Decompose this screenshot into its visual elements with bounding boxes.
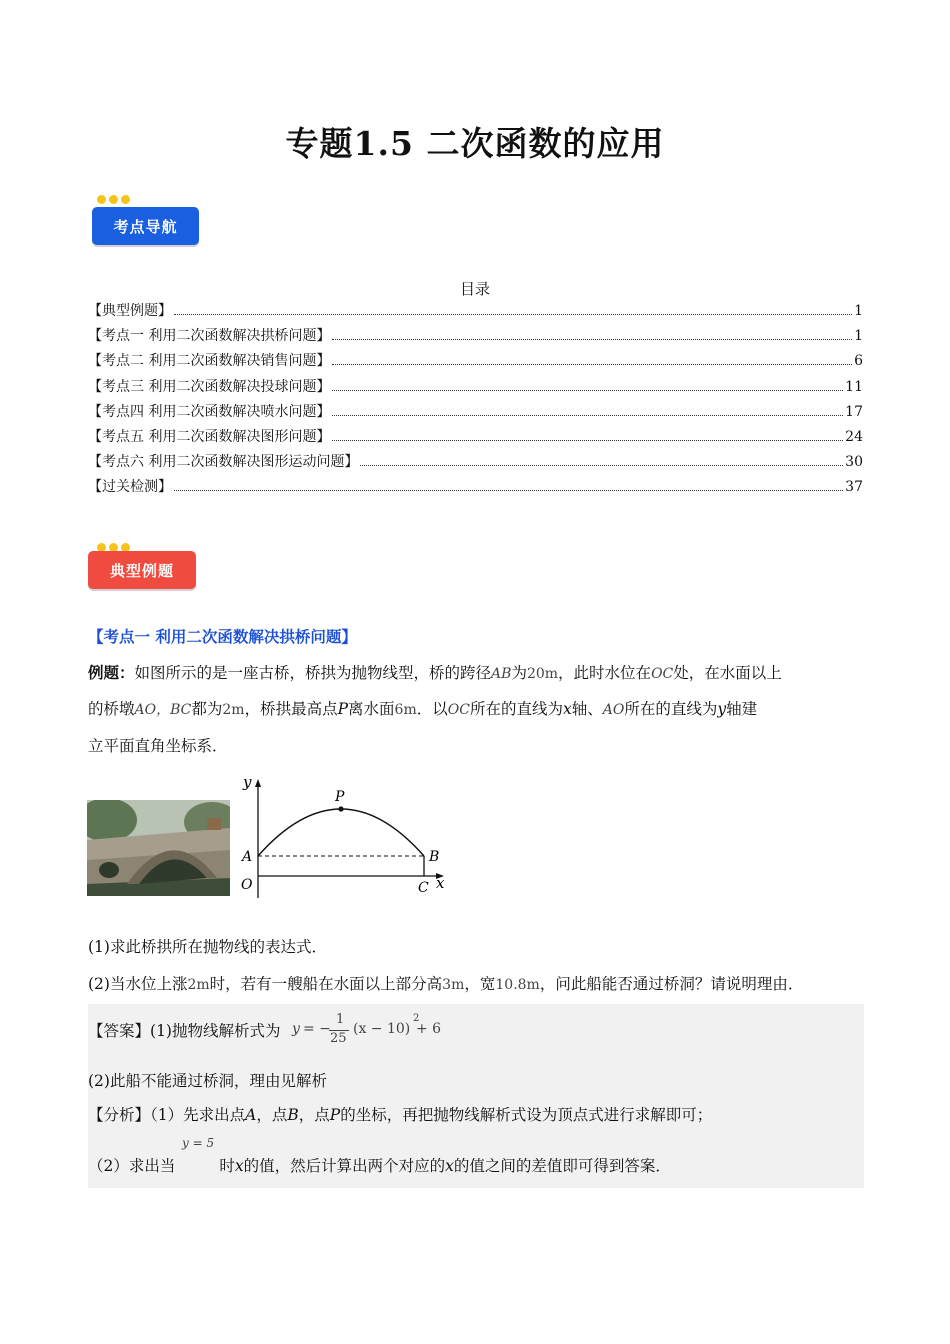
toc-item-label: 【考点五 利用二次函数解决图形问题】: [88, 428, 331, 445]
toc-item[interactable]: [88, 325, 863, 350]
toc-item-label: 【考点四 利用二次函数解决喷水问题】: [88, 403, 331, 420]
toc-item-label: 【典型例题】: [88, 303, 172, 319]
toc-item[interactable]: [88, 350, 863, 375]
example-line-3: 立平面直角坐标系．: [88, 737, 228, 755]
toc-item-page: 30: [845, 454, 863, 471]
question-1: (1)求此桥拱所在抛物线的表达式．: [88, 938, 327, 956]
bridge-coordinate-diagram: [232, 770, 452, 898]
parabola-arch: [258, 809, 424, 856]
toc-item-page: 11: [845, 378, 863, 395]
badge-dots-icon: [97, 195, 130, 204]
toc-item-page: 1: [854, 328, 863, 345]
analysis-label: 【分析】: [88, 1106, 151, 1124]
toc-item-label: 【过关检测】: [88, 479, 172, 496]
parabola-formula: y = − 1 25 (x − 10) 2 + 6: [292, 1012, 442, 1046]
answer-line-2: (2)此船不能通过桥洞，理由见解析: [88, 1072, 327, 1090]
page-title: 专题1.5 二次函数的应用: [285, 124, 665, 163]
toc-heading: 目录: [459, 280, 490, 298]
toc-leader-dots: [174, 490, 843, 491]
toc-item[interactable]: [88, 376, 863, 401]
y-equals-5: y = 5: [182, 1136, 215, 1150]
toc-item-page: 1: [854, 303, 863, 319]
vertex-point: [338, 806, 343, 811]
label-a: A: [242, 849, 253, 865]
toc-item[interactable]: [88, 300, 863, 325]
toc-item-page: 17: [845, 403, 863, 420]
analysis-line-1: 【分析】（1）先求出点A，点B，点P的坐标，再把抛物线解析式设为顶点式进行求解即可；: [88, 1106, 713, 1124]
toc-leader-dots: [332, 339, 852, 340]
toc-leader-dots: [360, 465, 843, 466]
y-axis-arrow-icon: [255, 779, 261, 787]
label-x: x: [436, 874, 445, 892]
bridge-photo: [87, 800, 230, 896]
toc-item-page: 24: [845, 428, 863, 445]
label-b: B: [429, 849, 440, 865]
toc-item-page: 37: [845, 479, 863, 496]
toc-item[interactable]: [88, 451, 863, 476]
answer-line-1: 【答案】(1)抛物线解析式为: [88, 1022, 281, 1040]
toc-leader-dots: [332, 390, 843, 391]
toc-item-label: 【考点二 利用二次函数解决销售问题】: [88, 353, 331, 370]
toc-leader-dots: [174, 314, 852, 315]
answer-label: 【答案】: [88, 1022, 151, 1040]
label-y: y: [243, 773, 252, 791]
example-label: 例题：: [88, 663, 135, 682]
toc-item[interactable]: [88, 476, 863, 501]
examples-badge: 典型例题: [88, 551, 196, 589]
analysis-line-2: （2）求出当 时x的值，然后计算出两个对应的x的值之间的差值即可得到答案．: [88, 1157, 671, 1175]
toc-item-label: 【考点一 利用二次函数解决拱桥问题】: [88, 328, 331, 345]
example-line-1: 例题：如图所示的是一座古桥，桥拱为抛物线型，桥的跨径AB为20m，此时水位在OC处，在水面以上: [88, 663, 782, 682]
toc-item-label: 【考点六 利用二次函数解决图形运动问题】: [88, 454, 359, 471]
toc-leader-dots: [332, 415, 843, 416]
label-c: C: [418, 880, 429, 896]
toc-item-label: 【考点三 利用二次函数解决投球问题】: [88, 378, 331, 395]
toc-item[interactable]: [88, 426, 863, 451]
example-line-2: 的桥墩AO，BC都为2m，桥拱最高点P离水面6m．以OC所在的直线为x轴、AO所在的直线为y轴建: [88, 700, 758, 718]
label-p: P: [335, 789, 345, 805]
label-o: O: [241, 877, 253, 893]
toc-leader-dots: [332, 440, 843, 441]
nav-badge: 考点导航: [92, 207, 199, 245]
toc-leader-dots: [332, 364, 852, 365]
section-heading: 【考点一 利用二次函数解决拱桥问题】: [88, 627, 357, 646]
toc-item-page: 6: [854, 353, 863, 370]
question-2: (2)当水位上涨2m时，若有一艘船在水面以上部分高3m，宽10.8m，问此船能否通过桥洞？请说明理由．: [88, 975, 804, 993]
toc-item[interactable]: [88, 401, 863, 426]
table-of-contents: [88, 300, 863, 502]
